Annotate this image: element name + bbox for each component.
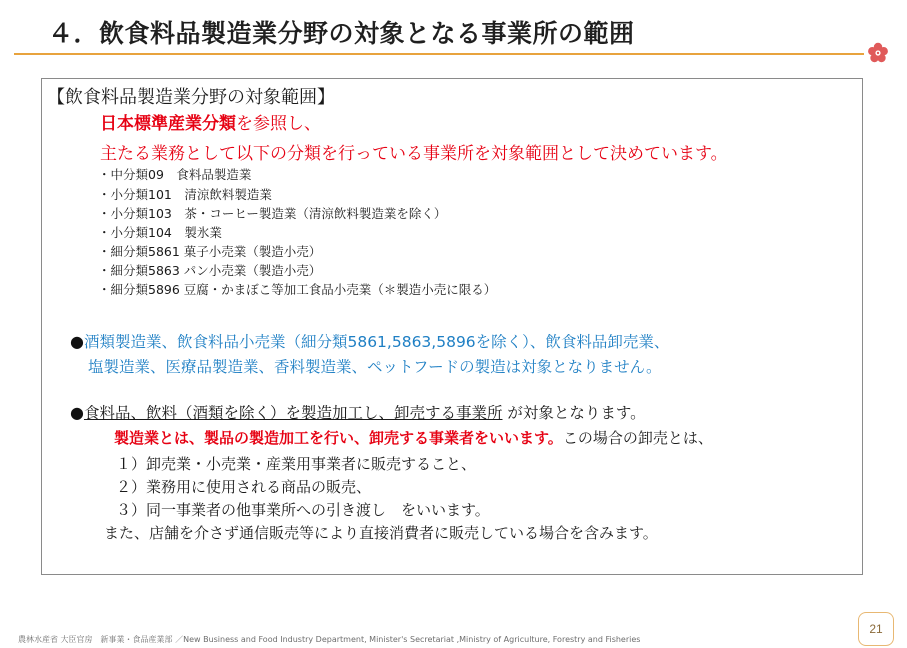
intro-line-1: [100, 109, 321, 134]
content-box: [41, 78, 863, 575]
category-item: ・細分類5861 菓子小売業（製造小売）: [98, 244, 322, 259]
exclusion-line-2: 塩製造業、医療品製造業、香料製造業、ペットフードの製造は対象となりません。: [88, 358, 662, 376]
intro-line-2: 主たる業務として以下の分類を行っている事業所を対象範囲として決めています。: [100, 144, 728, 164]
inclusion-rest: が対象となります。: [502, 404, 646, 422]
category-item: ・小分類103 茶・コーヒー製造業（清涼飲料製造業を除く）: [98, 206, 447, 221]
flower-icon: [867, 42, 889, 64]
jsic-emphasis: 日本標準産業分類: [100, 114, 236, 134]
page-title: ４．飲食料品製造業分野の対象となる事業所の範囲: [48, 19, 635, 48]
wholesale-item: １）卸売業・小売業・産業用事業者に販売すること、: [116, 455, 477, 473]
exclusion-line-1: [70, 330, 669, 352]
intro-line-1-rest: を参照し、: [236, 114, 321, 134]
footer-credit: 農林水産省 大臣官房 新事業・食品産業部 ／New Business and Food Industry Department, Minister's Secretariat ,Ministry of Agriculture, Forestry and Fisheries: [18, 635, 641, 644]
inclusion-line: [70, 401, 646, 423]
manufacturing-rest: この場合の卸売とは、: [562, 429, 713, 447]
category-item: ・細分類5896 豆腐・かまぼこ等加工食品小売業（＊製造小売に限る）: [98, 282, 497, 297]
exclusion-text-1: 酒類製造業、飲食料品小売業（細分類5861,5863,5896を除く）、飲食料品卸売業、: [83, 333, 670, 351]
bullet-icon: ●: [70, 332, 84, 351]
manufacturing-definition: [114, 427, 713, 448]
wholesale-item: ３）同一事業者の他事業所への引き渡し をいいます。: [116, 501, 490, 519]
closing-note: また、店舗を介さず通信販売等により直接消費者に販売している場合を含みます。: [104, 524, 658, 542]
inclusion-underlined: 食料品、飲料（酒類を除く）を製造加工し、卸売する事業所: [83, 404, 503, 422]
bullet-icon: ●: [70, 403, 84, 422]
category-item: ・小分類104 製氷業: [98, 225, 222, 240]
manufacturing-emphasis: 製造業とは、製品の製造加工を行い、卸売する事業者をいいます。: [114, 429, 563, 447]
category-item: ・細分類5863 パン小売業（製造小売）: [98, 263, 322, 278]
wholesale-item: ２）業務用に使用される商品の販売、: [116, 478, 372, 496]
title-divider: [14, 53, 864, 55]
category-item: ・小分類101 清涼飲料製造業: [98, 187, 272, 202]
page-number: 21: [858, 612, 894, 646]
box-heading: 【飲食料品製造業分野の対象範囲】: [47, 87, 335, 108]
category-item: ・中分類09 食料品製造業: [98, 167, 252, 182]
